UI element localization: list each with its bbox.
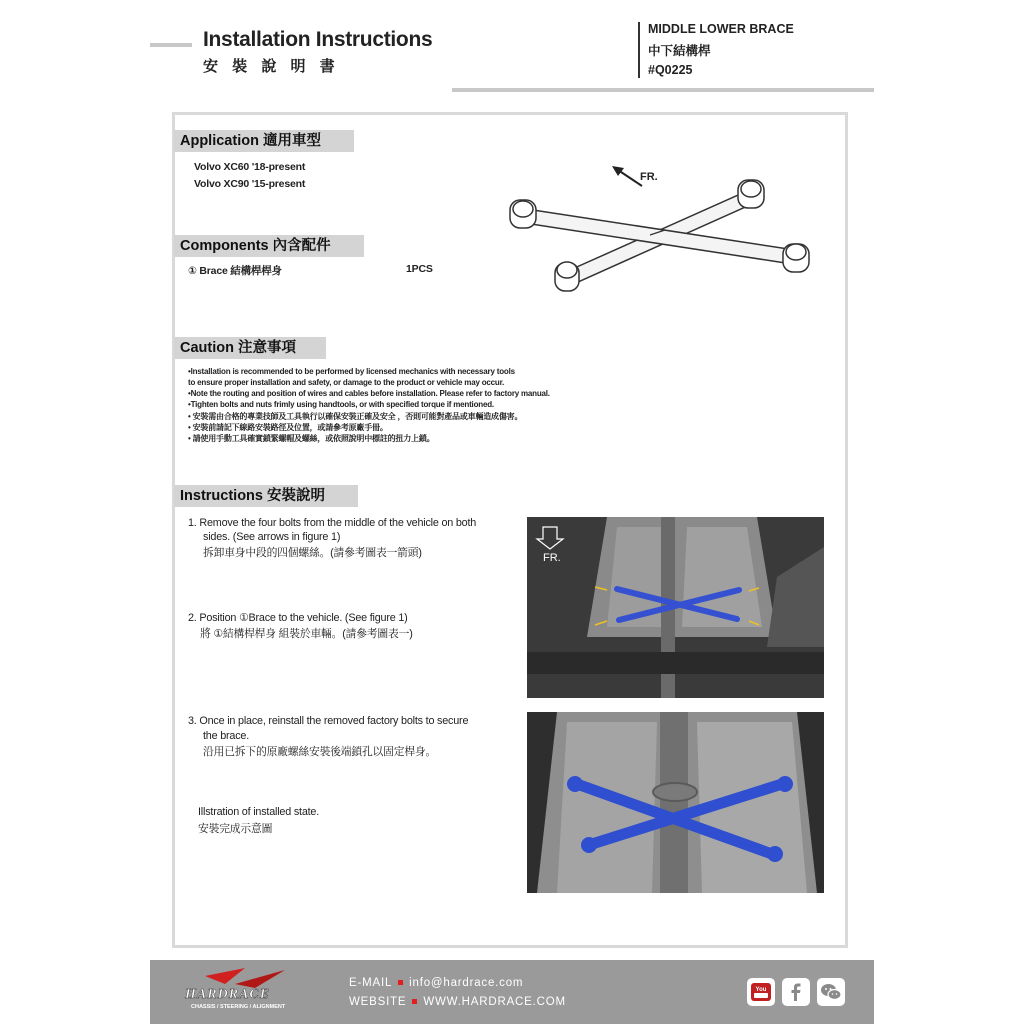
brace-diagram: [500, 160, 820, 300]
section-heading-application: Application 適用車型: [174, 130, 354, 152]
youtube-icon[interactable]: [747, 978, 775, 1006]
page-title: Installation Instructions: [203, 28, 433, 51]
section-heading-instructions: Instructions 安裝說明: [174, 485, 358, 507]
footer-website-row: [349, 996, 566, 1008]
section-heading-components: Components 內含配件: [174, 235, 364, 257]
caution-line: to ensure proper installation and safety, or damage to the product or vehicle may occur.: [188, 378, 505, 387]
illustration-caption-zh: 安裝完成示意圖: [198, 823, 273, 835]
caution-line: •Installation is recommended to be performed by licensed mechanics with necessary tools: [188, 367, 515, 376]
email-label: E-MAIL: [349, 977, 393, 989]
website-label: WEBSITE: [349, 996, 407, 1008]
step-1-zh: 拆卸車身中段的四個螺絲。(請參考圖表一箭頭): [203, 547, 422, 559]
caution-line: • 請使用手動工具確實鎖緊螺帽及螺絲，或依照說明中標註的扭力上鎖。: [188, 434, 435, 443]
header-divider: [638, 22, 640, 78]
photo-direction-label: FR.: [543, 552, 561, 564]
component-item-label: ① Brace 結構桿桿身: [188, 265, 282, 277]
step-3-line: the brace.: [203, 730, 250, 742]
figure-1-photo: [527, 517, 824, 698]
website-link[interactable]: WWW.HARDRACE.COM: [423, 996, 566, 1008]
caution-line: • 安裝前請記下線路安裝路徑及位置，或請參考原廠手冊。: [188, 423, 388, 432]
bullet-icon: [412, 999, 417, 1004]
step-1-line: 1. Remove the four bolts from the middle of the vehicle on both: [188, 517, 477, 529]
header-rule-left: [150, 43, 192, 47]
vehicle-item: Volvo XC90 '15-present: [194, 178, 306, 190]
wechat-icon[interactable]: [817, 978, 845, 1006]
component-item-qty: 1PCS: [406, 263, 433, 275]
product-name-zh: 中下結構桿: [648, 44, 711, 58]
step-1-line: sides. (See arrows in figure 1): [203, 531, 341, 543]
youtube-icon-text: You: [755, 987, 767, 993]
installed-photo: [527, 712, 824, 893]
footer-email-row: [349, 977, 523, 989]
section-heading-caution: Caution 注意事項: [174, 337, 326, 359]
caution-line: • 安裝需由合格的專業技師及工具執行以確保安裝正確及安全 ，否則可能對產品或車輛造成傷害。: [188, 412, 523, 421]
step-2-zh: 將 ①結構桿桿身 組裝於車輛。(請參考圖表一): [200, 628, 413, 640]
email-link[interactable]: info@hardrace.com: [409, 977, 524, 989]
header-rule-right: [452, 88, 874, 92]
step-3-line: 3. Once in place, reinstall the removed factory bolts to secure: [188, 715, 469, 727]
page-title-zh: 安 裝 說 明 書: [203, 58, 340, 75]
illustration-caption: Illstration of installed state.: [198, 806, 320, 818]
caution-line: •Note the routing and position of wires and cables before installation. Please refer to factory manual.: [188, 389, 550, 398]
step-3-zh: 沿用已拆下的原廠螺絲安裝後端鎖孔以固定桿身。: [203, 746, 437, 758]
bullet-icon: [398, 980, 403, 985]
part-number: #Q0225: [648, 63, 693, 77]
direction-label: FR.: [640, 171, 658, 183]
caution-line: •Tighten bolts and nuts frimly using handtools, or with specified torque if mentioned.: [188, 400, 494, 409]
facebook-icon[interactable]: [782, 978, 810, 1006]
hardrace-logo: [175, 964, 320, 1014]
vehicle-item: Volvo XC60 '18-present: [194, 161, 306, 173]
step-2-line: 2. Position ①Brace to the vehicle. (See figure 1): [188, 612, 408, 624]
brand-tagline: CHASSIS / STEERING / ALIGNMENT: [191, 1004, 286, 1010]
product-name: MIDDLE LOWER BRACE: [648, 22, 794, 36]
brand-name: HARDRACE: [185, 987, 271, 1002]
